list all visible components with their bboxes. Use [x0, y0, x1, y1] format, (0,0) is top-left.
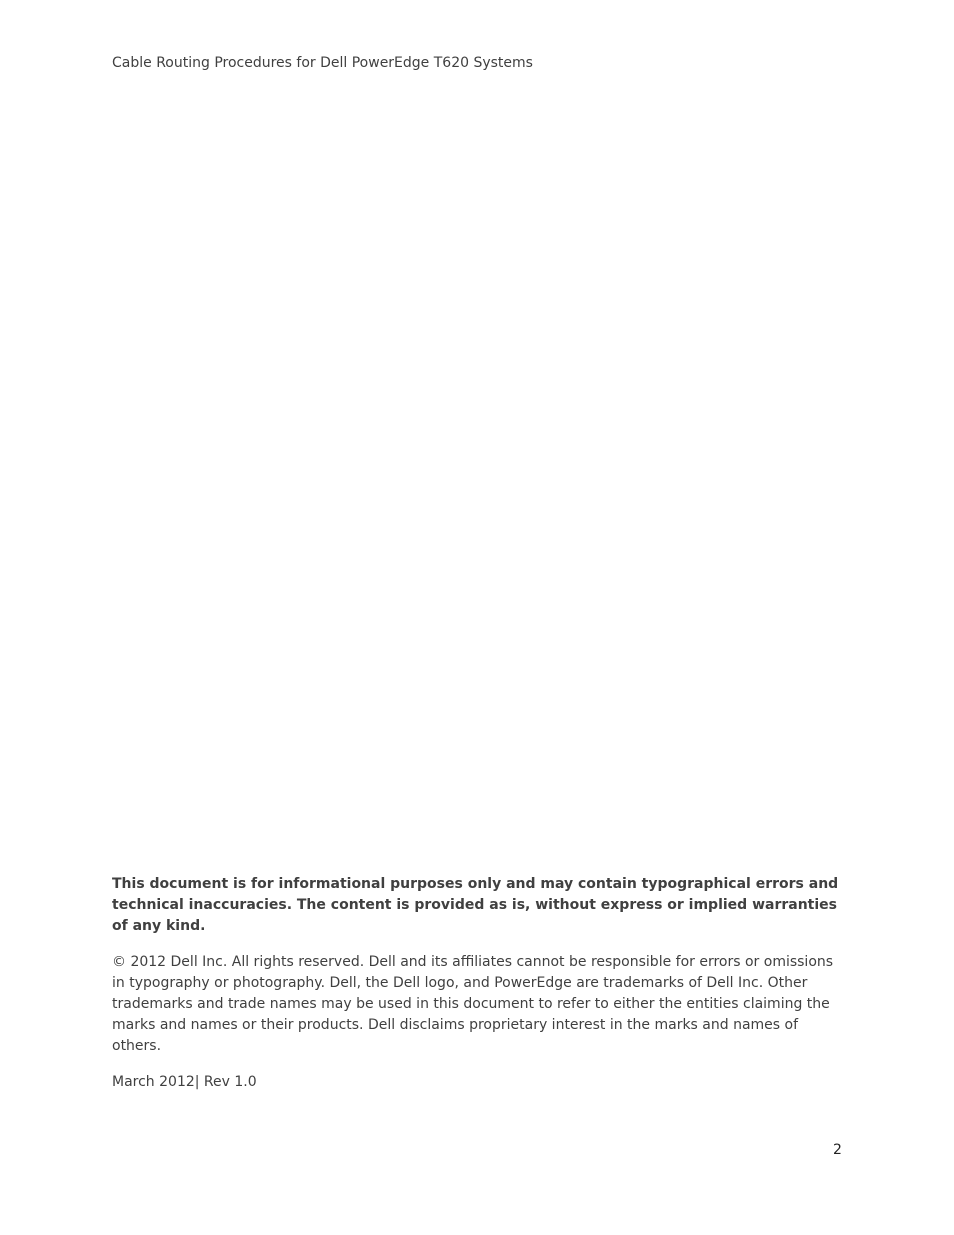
- copyright-text: © 2012 Dell Inc. All rights reserved. Dell and its affiliates cannot be responsible for errors or omissions in typography or photography. Dell, the Dell logo, and PowerEdge are trademarks of Dell Inc. Other trademarks and trade names may be used in this document to refer to either the entities claiming the marks and names or their products. Dell disclaims proprietary interest in the marks and names of others.: [112, 954, 834, 1054]
- revision-date: March 2012| Rev 1.0: [112, 1074, 257, 1090]
- page-number: 2: [833, 1142, 842, 1158]
- legal-notice: [112, 874, 840, 1093]
- disclaimer-text: This document is for informational purposes only and may contain typographical errors and technical inaccuracies. The content is provided as is, without express or implied warranties of any kind.: [112, 876, 839, 934]
- document-header-title: Cable Routing Procedures for Dell PowerEdge T620 Systems: [112, 55, 533, 71]
